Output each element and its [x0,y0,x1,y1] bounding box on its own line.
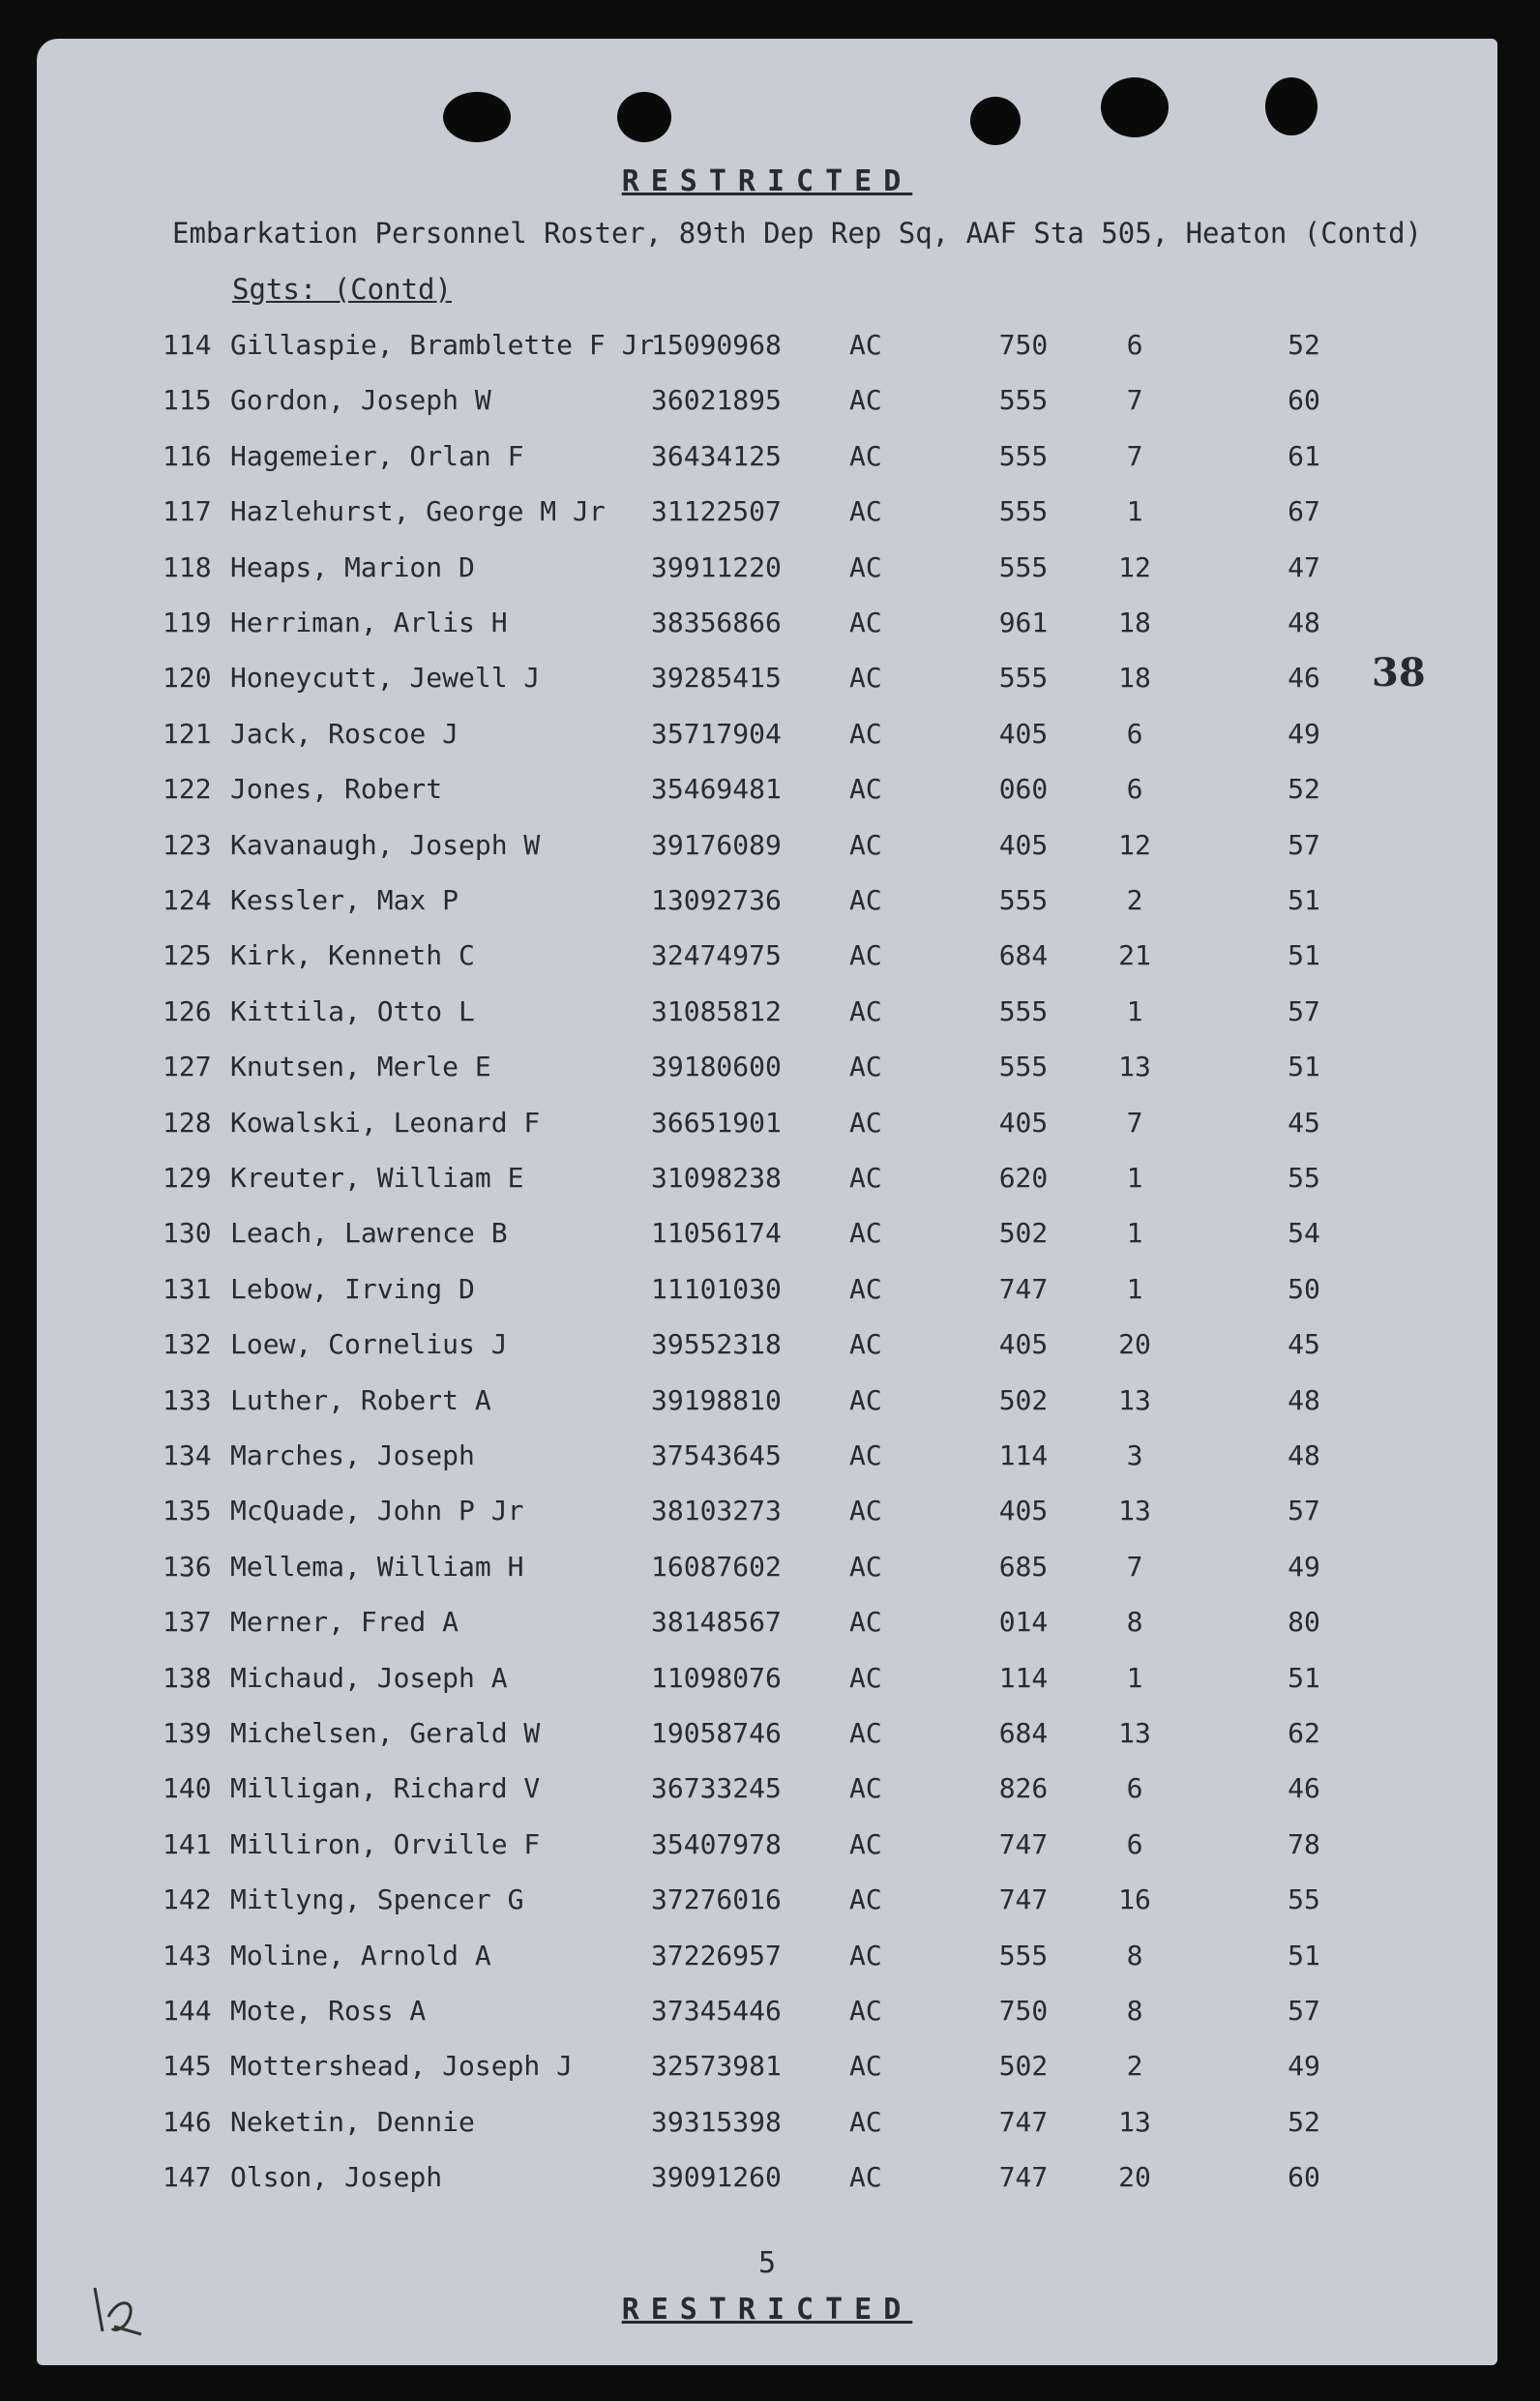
column-six-value: 46 [1288,1772,1320,1805]
arm-of-service: AC [849,439,882,472]
column-six-value: 52 [1288,773,1320,806]
mos-code: 747 [998,1883,1049,1916]
serial-number: 39176089 [651,828,782,861]
serial-number: 37276016 [651,1883,782,1916]
table-row [37,329,1497,368]
roster-number: 138 [163,1661,212,1694]
person-name: Luther, Robert A [230,1383,491,1416]
column-six-value: 48 [1288,1439,1320,1471]
serial-number: 39911220 [651,550,782,583]
serial-number: 32573981 [651,2050,782,2083]
column-six-value: 51 [1288,939,1320,972]
serial-number: 37543645 [651,1439,782,1471]
punch-hole [970,97,1021,145]
roster-number: 146 [163,2105,212,2138]
person-name: Mottershead, Joseph J [230,2050,574,2083]
roster-number: 145 [163,2050,212,2083]
person-name: Hazlehurst, George M Jr [230,495,606,528]
column-five-value: 13 [1118,1051,1151,1083]
arm-of-service: AC [849,1383,882,1416]
arm-of-service: AC [849,773,882,806]
column-six-value: 57 [1288,994,1320,1027]
column-five-value: 6 [1126,1772,1143,1805]
serial-number: 38356866 [651,607,782,638]
column-five-value: 1 [1126,1217,1143,1250]
roster-number: 141 [163,1827,212,1860]
arm-of-service: AC [849,329,882,361]
column-five-value: 7 [1126,439,1143,472]
serial-number: 37226957 [651,1939,782,1971]
arm-of-service: AC [849,1272,882,1305]
column-six-value: 55 [1288,1883,1320,1916]
arm-of-service: AC [849,1106,882,1139]
roster-number: 132 [163,1328,212,1361]
punch-hole [443,92,511,142]
arm-of-service: AC [849,1772,882,1805]
table-row [37,1883,1497,1922]
mos-code: 555 [998,384,1049,417]
column-six-value: 50 [1288,1272,1320,1305]
mos-code: 684 [998,939,1049,972]
serial-number: 32474975 [651,939,782,972]
arm-of-service: AC [849,1606,882,1639]
roster-number: 128 [163,1106,212,1139]
column-five-value: 1 [1126,1272,1143,1305]
roster-number: 137 [163,1606,212,1639]
table-row [37,440,1497,479]
column-six-value: 67 [1288,495,1320,528]
roster-number: 134 [163,1439,212,1471]
person-name: Heaps, Marion D [230,550,475,583]
table-row [37,607,1497,645]
mos-code: 405 [998,1328,1049,1361]
arm-of-service: AC [849,607,882,638]
column-six-value: 62 [1288,1717,1320,1749]
column-five-value: 12 [1118,550,1151,583]
column-six-value: 61 [1288,439,1320,472]
table-row [37,1439,1497,1478]
roster-title: Embarkation Personnel Roster, 89th Dep Rep Sq, AAF Sta 505, Heaton (Contd) [172,217,1423,250]
serial-number: 11101030 [651,1272,782,1305]
column-six-value: 48 [1288,1383,1320,1416]
handwritten-mark [85,2278,153,2346]
roster-number: 121 [163,717,212,750]
arm-of-service: AC [849,2050,882,2083]
column-six-value: 57 [1288,828,1320,861]
serial-number: 39180600 [651,1051,782,1083]
column-five-value: 2 [1126,884,1143,916]
mos-code: 405 [998,828,1049,861]
column-six-value: 52 [1288,329,1320,361]
table-row [37,384,1497,423]
restricted-header: RESTRICTED [621,164,913,198]
table-row [37,718,1497,756]
roster-number: 142 [163,1883,212,1916]
roster-number: 119 [163,607,212,638]
serial-number: 31085812 [651,994,782,1027]
mos-code: 685 [998,1550,1049,1583]
roster-number: 122 [163,773,212,806]
roster-number: 123 [163,828,212,861]
column-five-value: 7 [1126,1550,1143,1583]
column-five-value: 1 [1126,495,1143,528]
serial-number: 15090968 [651,329,782,361]
serial-number: 31098238 [651,1162,782,1194]
roster-number: 115 [163,384,212,417]
person-name: Merner, Fred A [230,1606,459,1639]
table-row [37,1828,1497,1867]
table-row [37,995,1497,1034]
table-row [37,1772,1497,1811]
column-five-value: 6 [1126,717,1143,750]
roster-number: 118 [163,550,212,583]
person-name: Gillaspie, Bramblette F Jr [230,329,655,361]
column-six-value: 52 [1288,2105,1320,2138]
roster-number: 120 [163,662,212,695]
column-five-value: 12 [1118,828,1151,861]
person-name: Mitlyng, Spencer G [230,1883,524,1916]
person-name: Milligan, Richard V [230,1772,541,1805]
section-heading: Sgts: (Contd) [232,273,452,306]
person-name: Kessler, Max P [230,884,459,916]
table-row [37,495,1497,534]
mos-code: 747 [998,2105,1049,2138]
column-five-value: 3 [1126,1439,1143,1471]
serial-number: 13092736 [651,884,782,916]
table-row [37,939,1497,978]
column-five-value: 1 [1126,1162,1143,1194]
column-six-value: 51 [1288,884,1320,916]
serial-number: 39091260 [651,2161,782,2194]
mos-code: 620 [998,1162,1049,1194]
mos-code: 405 [998,717,1049,750]
column-five-value: 20 [1118,2161,1151,2194]
person-name: Leach, Lawrence B [230,1217,508,1250]
mos-code: 014 [998,1606,1049,1639]
mos-code: 555 [998,1051,1049,1083]
roster-number: 139 [163,1717,212,1749]
table-row [37,1995,1497,2033]
column-six-value: 49 [1288,717,1320,750]
arm-of-service: AC [849,1827,882,1860]
table-row [37,1328,1497,1367]
arm-of-service: AC [849,1162,882,1194]
roster-number: 126 [163,994,212,1027]
column-five-value: 21 [1118,939,1151,972]
person-name: Kowalski, Leonard F [230,1106,541,1139]
arm-of-service: AC [849,1550,882,1583]
table-row [37,2161,1497,2200]
restricted-footer: RESTRICTED [621,2293,913,2327]
serial-number: 36651901 [651,1106,782,1139]
column-six-value: 57 [1288,1495,1320,1527]
serial-number: 11098076 [651,1661,782,1694]
column-six-value: 45 [1288,1106,1320,1139]
person-name: Jack, Roscoe J [230,717,459,750]
mos-code: 750 [998,329,1049,361]
serial-number: 39552318 [651,1328,782,1361]
arm-of-service: AC [849,2105,882,2138]
person-name: Marches, Joseph [230,1439,475,1471]
roster-number: 127 [163,1051,212,1083]
table-row [37,1662,1497,1701]
column-five-value: 8 [1126,1606,1143,1639]
column-six-value: 51 [1288,1939,1320,1971]
serial-number: 39285415 [651,662,782,695]
serial-number: 39315398 [651,2105,782,2138]
roster-number: 131 [163,1272,212,1305]
mos-code: 555 [998,994,1049,1027]
column-five-value: 13 [1118,1383,1151,1416]
arm-of-service: AC [849,2161,882,2194]
mos-code: 405 [998,1106,1049,1139]
column-six-value: 80 [1288,1606,1320,1639]
person-name: Mote, Ross A [230,1995,427,2027]
arm-of-service: AC [849,1995,882,2027]
table-row [37,1162,1497,1200]
table-row [37,1551,1497,1589]
table-row [37,1273,1497,1312]
roster-number: 143 [163,1939,212,1971]
column-five-value: 1 [1126,994,1143,1027]
column-six-value: 78 [1288,1827,1320,1860]
mos-code: 555 [998,495,1049,528]
column-five-value: 20 [1118,1328,1151,1361]
roster-number: 116 [163,439,212,472]
arm-of-service: AC [849,1495,882,1527]
mos-code: 826 [998,1772,1049,1805]
punch-hole [1101,77,1169,137]
column-five-value: 16 [1118,1883,1151,1916]
serial-number: 11056174 [651,1217,782,1250]
mos-code: 747 [998,1827,1049,1860]
column-five-value: 18 [1118,662,1151,695]
arm-of-service: AC [849,994,882,1027]
column-six-value: 60 [1288,2161,1320,2194]
mos-code: 502 [998,1217,1049,1250]
person-name: Honeycutt, Jewell J [230,662,541,695]
column-five-value: 6 [1126,1827,1143,1860]
arm-of-service: AC [849,1051,882,1083]
column-six-value: 45 [1288,1328,1320,1361]
table-row [37,1107,1497,1145]
person-name: Loew, Cornelius J [230,1328,508,1361]
table-row [37,829,1497,868]
serial-number: 35407978 [651,1827,782,1860]
person-name: Hagemeier, Orlan F [230,439,524,472]
table-row [37,773,1497,812]
mos-code: 502 [998,1383,1049,1416]
person-name: Lebow, Irving D [230,1272,475,1305]
person-name: Mellema, William H [230,1550,524,1583]
column-five-value: 8 [1126,1939,1143,1971]
mos-code: 405 [998,1495,1049,1527]
column-five-value: 1 [1126,1661,1143,1694]
roster-number: 144 [163,1995,212,2027]
column-five-value: 13 [1118,1495,1151,1527]
roster-number: 129 [163,1162,212,1194]
column-five-value: 6 [1126,329,1143,361]
person-name: Kirk, Kenneth C [230,939,475,972]
column-six-value: 49 [1288,1550,1320,1583]
column-five-value: 8 [1126,1995,1143,2027]
person-name: Michaud, Joseph A [230,1661,508,1694]
table-row [37,551,1497,590]
column-six-value: 48 [1288,607,1320,638]
table-row [37,1384,1497,1423]
person-name: Kittila, Otto L [230,994,475,1027]
table-row [37,2050,1497,2089]
mos-code: 555 [998,884,1049,916]
mos-code: 750 [998,1995,1049,2027]
column-five-value: 13 [1118,2105,1151,2138]
column-six-value: 46 [1288,662,1320,695]
margin-annotation: 38 [1372,650,1426,696]
serial-number: 31122507 [651,495,782,528]
table-row [37,1217,1497,1256]
serial-number: 36733245 [651,1772,782,1805]
arm-of-service: AC [849,1439,882,1471]
column-five-value: 18 [1118,607,1151,638]
roster-number: 133 [163,1383,212,1416]
column-six-value: 55 [1288,1162,1320,1194]
person-name: Olson, Joseph [230,2161,443,2194]
serial-number: 35717904 [651,717,782,750]
arm-of-service: AC [849,1328,882,1361]
column-six-value: 51 [1288,1051,1320,1083]
mos-code: 747 [998,2161,1049,2194]
table-row [37,662,1497,700]
column-six-value: 54 [1288,1217,1320,1250]
arm-of-service: AC [849,1883,882,1916]
person-name: Kreuter, William E [230,1162,524,1194]
table-row [37,1495,1497,1533]
serial-number: 16087602 [651,1550,782,1583]
roster-number: 135 [163,1495,212,1527]
roster-number: 130 [163,1217,212,1250]
roster-number: 147 [163,2161,212,2194]
serial-number: 36434125 [651,439,782,472]
table-row [37,1717,1497,1756]
document-page [37,39,1497,2365]
arm-of-service: AC [849,1717,882,1749]
column-five-value: 7 [1126,1106,1143,1139]
person-name: Milliron, Orville F [230,1827,541,1860]
mos-code: 060 [998,773,1049,806]
mos-code: 555 [998,439,1049,472]
table-row [37,1051,1497,1089]
roster-number: 124 [163,884,212,916]
roster-number: 125 [163,939,212,972]
page-number: 5 [757,2246,777,2280]
arm-of-service: AC [849,495,882,528]
person-name: McQuade, John P Jr [230,1495,524,1527]
serial-number: 35469481 [651,773,782,806]
punch-hole [1265,77,1318,135]
roster-number: 117 [163,495,212,528]
mos-code: 555 [998,1939,1049,1971]
serial-number: 37345446 [651,1995,782,2027]
serial-number: 38103273 [651,1495,782,1527]
mos-code: 114 [998,1661,1049,1694]
mos-code: 114 [998,1439,1049,1471]
mos-code: 747 [998,1272,1049,1305]
person-name: Knutsen, Merle E [230,1051,491,1083]
person-name: Michelsen, Gerald W [230,1717,541,1749]
serial-number: 19058746 [651,1717,782,1749]
roster-number: 114 [163,329,212,361]
serial-number: 38148567 [651,1606,782,1639]
arm-of-service: AC [849,550,882,583]
punch-hole [617,92,671,142]
table-row [37,884,1497,923]
arm-of-service: AC [849,884,882,916]
mos-code: 502 [998,2050,1049,2083]
column-five-value: 2 [1126,2050,1143,2083]
arm-of-service: AC [849,828,882,861]
person-name: Herriman, Arlis H [230,607,508,638]
column-six-value: 60 [1288,384,1320,417]
column-five-value: 6 [1126,773,1143,806]
arm-of-service: AC [849,662,882,695]
roster-number: 140 [163,1772,212,1805]
person-name: Jones, Robert [230,773,443,806]
arm-of-service: AC [849,1939,882,1971]
serial-number: 36021895 [651,384,782,417]
arm-of-service: AC [849,939,882,972]
column-five-value: 13 [1118,1717,1151,1749]
serial-number: 39198810 [651,1383,782,1416]
mos-code: 555 [998,662,1049,695]
table-row [37,1606,1497,1645]
column-six-value: 49 [1288,2050,1320,2083]
arm-of-service: AC [849,717,882,750]
arm-of-service: AC [849,384,882,417]
roster-number: 136 [163,1550,212,1583]
arm-of-service: AC [849,1217,882,1250]
table-row [37,2106,1497,2145]
mos-code: 961 [998,607,1049,638]
person-name: Kavanaugh, Joseph W [230,828,541,861]
mos-code: 684 [998,1717,1049,1749]
person-name: Gordon, Joseph W [230,384,491,417]
arm-of-service: AC [849,1661,882,1694]
table-row [37,1940,1497,1978]
person-name: Neketin, Dennie [230,2105,475,2138]
column-five-value: 7 [1126,384,1143,417]
person-name: Moline, Arnold A [230,1939,491,1971]
column-six-value: 51 [1288,1661,1320,1694]
column-six-value: 57 [1288,1995,1320,2027]
column-six-value: 47 [1288,550,1320,583]
mos-code: 555 [998,550,1049,583]
